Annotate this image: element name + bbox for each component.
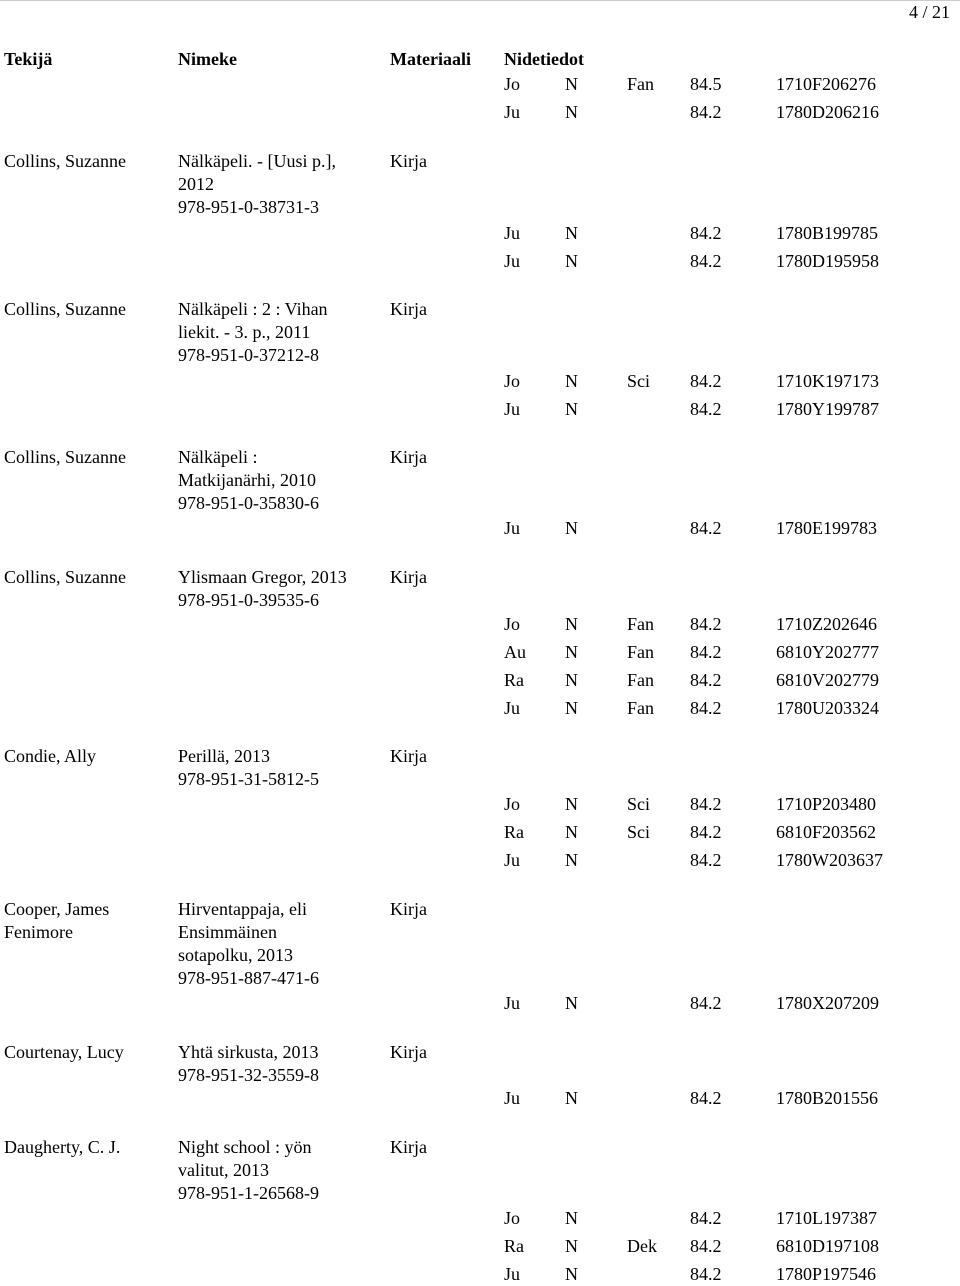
holding-class: 84.2 [690, 223, 722, 243]
holding-row [0, 1087, 960, 1110]
record-material: Kirja [390, 447, 427, 467]
holding-location: Ra [504, 822, 524, 842]
holding-row [0, 793, 960, 816]
holding-class: 84.2 [690, 102, 722, 122]
holding-id: 1780D206216 [776, 102, 879, 122]
holding-code: N [565, 399, 578, 419]
holding-code: N [565, 518, 578, 538]
column-header-author: Tekijä [4, 49, 53, 69]
holding-genre: Fan [627, 642, 654, 662]
holding-row [0, 1235, 960, 1258]
holding-code: N [565, 251, 578, 271]
record-author: Courtenay, Lucy [4, 1042, 124, 1062]
record-title-line: Ylismaan Gregor, 2013 [178, 567, 347, 587]
holding-code: N [565, 102, 578, 122]
record-title-line: liekit. - 3. p., 2011 [178, 322, 311, 342]
record-title-line: Nälkäpeli : 2 : Vihan [178, 299, 328, 319]
holding-row [0, 398, 960, 421]
record-title-line: sotapolku, 2013 [178, 945, 293, 965]
holding-row [0, 669, 960, 692]
holding-class: 84.2 [690, 698, 722, 718]
holding-code: N [565, 1264, 578, 1284]
holding-row [0, 641, 960, 664]
holding-class: 84.2 [690, 794, 722, 814]
record-author: Collins, Suzanne [4, 567, 126, 587]
record-author: Condie, Ally [4, 746, 97, 766]
holding-id: 1710Z202646 [776, 614, 877, 634]
holding-location: Ju [504, 399, 521, 419]
holding-location: Ju [504, 1264, 521, 1284]
holding-class: 84.2 [690, 642, 722, 662]
record-title [178, 446, 378, 515]
record-title [178, 745, 378, 791]
record-title-line: 978-951-0-37212-8 [178, 345, 319, 365]
record-author: Cooper, James Fenimore [4, 899, 110, 942]
holding-location: Ra [504, 670, 524, 690]
holding-location: Jo [504, 1208, 521, 1228]
holding-id: 6810Y202777 [776, 642, 879, 662]
holding-code: N [565, 1208, 578, 1228]
holding-id: 1780D195958 [776, 251, 879, 271]
holding-id: 1710P203480 [776, 794, 877, 814]
holding-row [0, 250, 960, 273]
record-title-line: 978-951-0-38731-3 [178, 197, 319, 217]
record-author: Collins, Suzanne [4, 299, 126, 319]
holding-class: 84.2 [690, 614, 722, 634]
holding-location: Ju [504, 850, 521, 870]
holding-genre: Fan [627, 614, 654, 634]
record-title-line: 978-951-1-26568-9 [178, 1183, 319, 1203]
holding-id: 1710L197387 [776, 1208, 877, 1228]
record-title-line: 978-951-0-39535-6 [178, 590, 319, 610]
holding-code: N [565, 850, 578, 870]
holding-location: Ju [504, 102, 521, 122]
record-title [178, 566, 378, 612]
holding-id: 1780U203324 [776, 698, 879, 718]
column-header-holdings: Nidetiedot [504, 49, 584, 69]
record-material: Kirja [390, 567, 427, 587]
record-title [178, 298, 378, 367]
holding-code: N [565, 223, 578, 243]
record-title [178, 1041, 378, 1087]
holding-genre: Dek [627, 1236, 657, 1256]
holding-id: 1780X207209 [776, 993, 879, 1013]
holding-row [0, 517, 960, 540]
record-title-line: 978-951-0-35830-6 [178, 493, 319, 513]
holding-class: 84.5 [690, 74, 722, 94]
holding-class: 84.2 [690, 1088, 722, 1108]
holding-row [0, 697, 960, 720]
holding-code: N [565, 1236, 578, 1256]
holding-id: 6810V202779 [776, 670, 879, 690]
record-title-line: Ensimmäinen [178, 922, 277, 942]
holding-location: Ju [504, 518, 521, 538]
holding-id: 1780B199785 [776, 223, 879, 243]
holding-class: 84.2 [690, 670, 722, 690]
holding-id: 1710F206276 [776, 74, 877, 94]
holding-code: N [565, 614, 578, 634]
record-title-line: 978-951-887-471-6 [178, 968, 319, 988]
column-header-title: Nimeke [178, 49, 237, 69]
holding-class: 84.2 [690, 822, 722, 842]
holding-code: N [565, 1088, 578, 1108]
holding-id: 1780W203637 [776, 850, 883, 870]
record-title-line: Night school : yön [178, 1137, 312, 1157]
holding-row [0, 992, 960, 1015]
record-title-line: Hirventappaja, eli [178, 899, 307, 919]
holding-genre: Sci [627, 371, 651, 391]
holding-class: 84.2 [690, 399, 722, 419]
holding-id: 1710K197173 [776, 371, 879, 391]
record-material: Kirja [390, 151, 427, 171]
record-author: Collins, Suzanne [4, 447, 126, 467]
record-title [178, 1136, 378, 1205]
holding-location: Ju [504, 251, 521, 271]
holding-row [0, 101, 960, 124]
record-title-line: Matkijanärhi, 2010 [178, 470, 316, 490]
holding-class: 84.2 [690, 251, 722, 271]
holding-location: Jo [504, 371, 521, 391]
record-title [178, 150, 378, 219]
holding-code: N [565, 642, 578, 662]
holding-location: Au [504, 642, 526, 662]
record-title-line: 978-951-31-5812-5 [178, 769, 319, 789]
column-header-material: Materiaali [390, 49, 471, 69]
holding-class: 84.2 [690, 1208, 722, 1228]
holding-class: 84.2 [690, 1264, 722, 1284]
holding-class: 84.2 [690, 850, 722, 870]
holding-code: N [565, 670, 578, 690]
record-author: Collins, Suzanne [4, 151, 126, 171]
record-material: Kirja [390, 899, 427, 919]
holding-id: 6810F203562 [776, 822, 877, 842]
holding-code: N [565, 993, 578, 1013]
record-title-line: Perillä, 2013 [178, 746, 270, 766]
holding-genre: Sci [627, 794, 651, 814]
holding-genre: Fan [627, 74, 654, 94]
holding-class: 84.2 [690, 1236, 722, 1256]
holding-id: 1780Y199787 [776, 399, 879, 419]
holding-row [0, 613, 960, 636]
record-material: Kirja [390, 1042, 427, 1062]
holding-row [0, 370, 960, 393]
holding-row [0, 222, 960, 245]
record-title-line: 2012 [178, 174, 214, 194]
holding-location: Ju [504, 698, 521, 718]
record-title-line: Nälkäpeli. - [Uusi p.], [178, 151, 336, 171]
holding-row [0, 849, 960, 872]
holding-location: Ju [504, 993, 521, 1013]
page-number: 4 / 21 [908, 2, 950, 22]
holding-class: 84.2 [690, 518, 722, 538]
holding-genre: Fan [627, 670, 654, 690]
holding-code: N [565, 794, 578, 814]
holding-location: Ju [504, 223, 521, 243]
holding-row [0, 1207, 960, 1230]
holding-id: 1780P197546 [776, 1264, 877, 1284]
holding-location: Jo [504, 74, 521, 94]
holding-code: N [565, 371, 578, 391]
record-title-line: valitut, 2013 [178, 1160, 269, 1180]
holding-location: Jo [504, 614, 521, 634]
record-material: Kirja [390, 299, 427, 319]
holding-genre: Sci [627, 822, 651, 842]
holding-genre: Fan [627, 698, 654, 718]
holding-row [0, 73, 960, 96]
holding-id: 1780B201556 [776, 1088, 879, 1108]
holding-class: 84.2 [690, 371, 722, 391]
holding-class: 84.2 [690, 993, 722, 1013]
holding-id: 1780E199783 [776, 518, 877, 538]
record-title [178, 898, 378, 990]
top-divider [0, 0, 960, 1]
holding-location: Ju [504, 1088, 521, 1108]
holding-code: N [565, 698, 578, 718]
holding-id: 6810D197108 [776, 1236, 879, 1256]
record-title-line: 978-951-32-3559-8 [178, 1065, 319, 1085]
record-title-line: Yhtä sirkusta, 2013 [178, 1042, 319, 1062]
record-material: Kirja [390, 1137, 427, 1157]
record-material: Kirja [390, 746, 427, 766]
holding-code: N [565, 74, 578, 94]
holding-location: Ra [504, 1236, 524, 1256]
holding-code: N [565, 822, 578, 842]
holding-row [0, 821, 960, 844]
record-title-line: Nälkäpeli : [178, 447, 258, 467]
holding-location: Jo [504, 794, 521, 814]
record-author: Daugherty, C. J. [4, 1137, 121, 1157]
